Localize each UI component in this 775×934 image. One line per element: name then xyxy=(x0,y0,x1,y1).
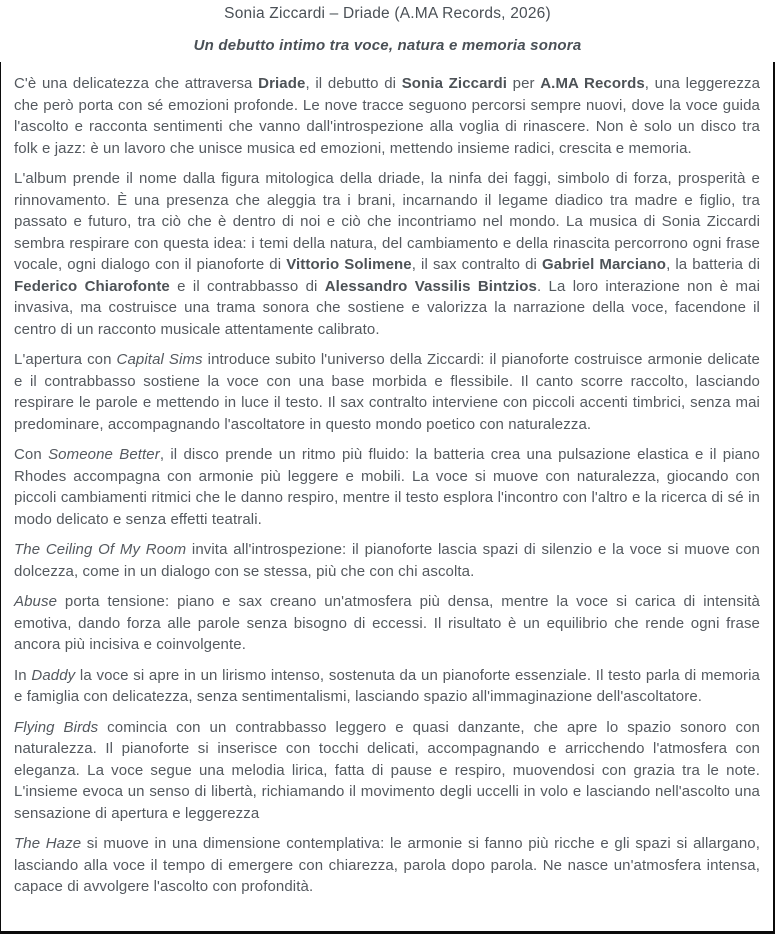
paragraph xyxy=(14,168,760,340)
song-title: Flying Birds xyxy=(14,718,99,736)
emphasized-name: Alessandro Vassilis Bintzios xyxy=(324,277,537,295)
paragraph xyxy=(14,73,760,159)
paragraph xyxy=(14,833,760,898)
text-segment: , la batteria di xyxy=(666,256,760,273)
text-segment: , il debutto di xyxy=(305,75,402,92)
text-segment: la voce si apre in un lirismo intenso, sostenuta da un pianoforte essenziale. Il testo parla di memoria e famiglia con delicatezza, senza sentimentalismi, lasciando spazio all'immaginazione dell'ascoltatore. xyxy=(14,666,760,705)
article-body xyxy=(0,62,775,934)
song-title: The Ceiling Of My Room xyxy=(14,541,187,558)
text-segment: introduce subito l'universo della Ziccardi: il pianoforte costruisce armonie delicate e il contrabbasso sostiene la voce con una base morbida e flessibile. Il canto scorre raccolto, lasciando respirare le parole e mettendo in luce il testo. Il sax contralto interviene con piccoli accenti timbrici, senza mai predominare, accompagnando l'ascoltatore in questo mondo poetico con naturalezza. xyxy=(14,351,760,433)
song-title: Abuse xyxy=(14,593,58,610)
text-segment: , il sax contralto di xyxy=(411,256,542,273)
song-title: Daddy xyxy=(31,666,76,684)
page-title: Sonia Ziccardi – Driade (A.MA Records, 2026) xyxy=(224,5,551,22)
paragraph xyxy=(14,349,760,435)
song-title: Capital Sims xyxy=(116,351,203,368)
text-segment: , una leggerezza che però porta con sé emozioni profonde. Le nove tracce seguono percorsi sempre nuovi, dove la voce guida l'ascolto e racconta sentimenti che vanno dall'introspezione alla voglia di rinascere. Non è solo un disco tra folk e jazz: è un lavoro che unisce musica ed emozioni, mettendo insieme radici, crescita e memoria. xyxy=(14,75,761,157)
song-title: The Haze xyxy=(14,835,82,852)
paragraph xyxy=(14,717,760,825)
text-segment: , il disco prende un ritmo più fluido: la batteria crea una pulsazione elastica e il piano Rhodes accompagna con armonie più leggere e mobili. La voce si muove con naturalezza, giocando con piccoli cambiamenti ritmici che le danno respiro, mentre il testo esplora l'incontro con l'altro e la ricerca di sé in modo delicato e senza effetti teatrali. xyxy=(14,446,760,528)
emphasized-name: Gabriel Marciano xyxy=(541,256,667,273)
emphasized-name: A.MA Records xyxy=(540,75,645,92)
text-segment: In xyxy=(14,666,32,684)
text-segment: per xyxy=(507,75,541,92)
text-segment: invita all'introspezione: il pianoforte lascia spazi di silenzio e la voce si muove con dolcezza, come in un dialogo con se stessa, più che con chi ascolta. xyxy=(14,541,760,580)
text-segment: comincia con un contrabbasso leggero e quasi danzante, che apre lo spazio sonoro con naturalezza. Il pianoforte si inserisce con tocchi delicati, accompagnando e arricchendo l'atmosfera con eleganza. La voce segue una melodia lirica, fatta di pause e respiro, muovendosi con grazia tra le note. L'insieme evoca un senso di libertà, richiamando il movimento degli uccelli in volo e lasciando nell'ascolto una sensazione di apertura e leggerezza xyxy=(14,718,760,822)
text-segment: L'apertura con xyxy=(14,351,117,368)
text-segment: porta tensione: piano e sax creano un'atmosfera più densa, mentre la voce si carica di intensità emotiva, dando forza alle parole senza bisogno di eccessi. Il risultato è un equilibrio che rende ogni frase ancora più incisiva e coinvolgente. xyxy=(14,593,760,653)
emphasized-name: Driade xyxy=(258,75,306,92)
song-title: Someone Better xyxy=(48,446,160,463)
paragraph xyxy=(14,444,760,530)
emphasized-name: Sonia Ziccardi xyxy=(401,75,507,92)
text-segment: e il contrabbasso di xyxy=(169,277,325,295)
paragraph xyxy=(14,591,760,656)
paragraph xyxy=(14,665,760,708)
text-segment: . La loro interazione non è mai invasiva, ma costruisce una trama sonora che sostiene e valorizza la narrazione della voce, facendone il centro di un racconto musicale attentamente calibrato. xyxy=(14,277,760,338)
document-header xyxy=(0,0,775,54)
text-segment: Con xyxy=(14,446,49,463)
text-segment: C'è una delicatezza che attraversa xyxy=(14,75,259,92)
emphasized-name: Vittorio Solimene xyxy=(286,256,412,273)
text-segment: si muove in una dimensione contemplativa: le armonie si fanno più ricche e gli spazi si allargano, lasciando alla voce il tempo di emergere con chiarezza, parola dopo parola. Ne nasce un'atmosfera intensa, capace di avvolgere l'ascolto con profondità. xyxy=(14,835,760,895)
page-subtitle: Un debutto intimo tra voce, natura e memoria sonora xyxy=(193,37,582,54)
emphasized-name: Federico Chiarofonte xyxy=(14,277,170,295)
text-segment: L'album prende il nome dalla figura mitologica della driade, la ninfa dei faggi, simbolo di forza, prosperità e rinnovamento. È una presenza che aleggia tra i brani, incarnando il legame diadico tra madre e figlio, tra passato e futuro, tra ciò che è dentro di noi e ciò che incontriamo nel mondo. La musica di Sonia Ziccardi sembra respirare con questa idea: i temi della natura, del cambiamento e della rinascita percorrono ogni frase vocale, ogni dialogo con il pianoforte di xyxy=(14,170,760,273)
paragraph xyxy=(14,539,760,582)
